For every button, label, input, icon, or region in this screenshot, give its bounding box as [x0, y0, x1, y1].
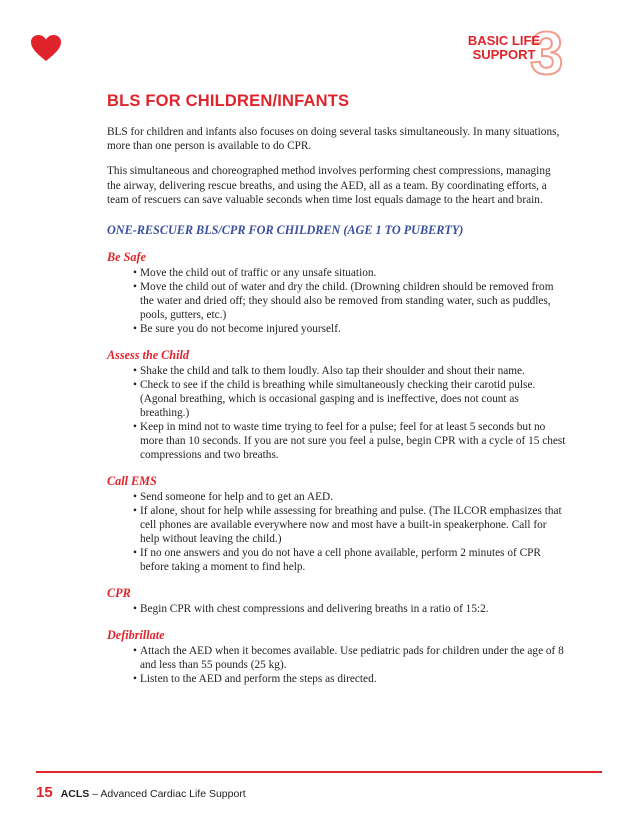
page-content	[107, 92, 567, 686]
heart-icon	[30, 34, 62, 62]
list-item-text: Check to see if the child is breathing while simultaneously checking their carotid pulse. (Agonal breathing, which is occasional gasping and is ineffective, does not count as breathing.)	[140, 379, 536, 420]
list-item-text: Listen to the AED and perform the steps as directed.	[140, 673, 377, 686]
intro-paragraph-1: BLS for children and infants also focuses on doing several tasks simultaneously. In many situations, more than one person is available to do CPR.	[107, 126, 560, 153]
list-item	[133, 490, 567, 504]
list-item-text: Shake the child and talk to them loudly. Also tap their shoulder and shout their name.	[140, 365, 525, 378]
bullet-icon: •	[133, 505, 137, 518]
section-subtitle: ONE-RESCUER BLS/CPR FOR CHILDREN (AGE 1 TO PUBERTY)	[107, 223, 464, 238]
bullet-icon: •	[133, 547, 137, 560]
list-item-text: Move the child out of traffic or any unsafe situation.	[140, 267, 377, 280]
list-item	[133, 644, 567, 672]
list-item	[133, 504, 567, 546]
bullet-icon: •	[133, 673, 137, 686]
page-title: BLS FOR CHILDREN/INFANTS	[107, 92, 350, 110]
footer-subtitle: Advanced Cardiac Life Support	[100, 788, 246, 800]
bullet-icon: •	[133, 379, 137, 392]
list-item	[133, 378, 567, 420]
chapter-number: 3	[530, 20, 564, 87]
bullet-icon: •	[133, 267, 137, 280]
list-item-text: Send someone for help and to get an AED.	[140, 491, 333, 504]
bullet-icon: •	[133, 365, 137, 378]
list-item-text: If alone, shout for help while assessing for breathing and pulse. (The ILCOR emphasizes that cell phones are available everywhere now and most have a built-in speakerphone. Call for help without leaving the child.)	[140, 505, 562, 546]
list-item	[133, 266, 567, 280]
list-item-text: Begin CPR with chest compressions and delivering breaths in a ratio of 15:2.	[140, 603, 489, 616]
list-item-text: Move the child out of water and dry the child. (Drowning children should be removed from the water and dried off; they should also be removed from standing water, such as puddles, pools, gutters, etc.)	[140, 281, 554, 322]
bullet-list	[133, 490, 567, 574]
list-item-text: If no one answers and you do not have a cell phone available, perform 2 minutes of CPR before taking a moment to find help.	[140, 547, 541, 574]
bullet-list	[133, 644, 567, 686]
chapter-label-line1: BASIC LIFE	[467, 33, 541, 48]
footer-divider	[36, 771, 602, 773]
footer-brand: ACLS	[60, 788, 90, 800]
list-item	[133, 672, 567, 686]
bullet-icon: •	[133, 491, 137, 504]
section-heading: Call EMS	[107, 474, 157, 489]
page-number: 15	[36, 784, 53, 801]
bullet-icon: •	[133, 603, 137, 616]
section-heading: Defibrillate	[107, 628, 165, 643]
sections-container	[107, 250, 567, 686]
list-item	[133, 322, 567, 336]
chapter-label-line2: SUPPORT	[472, 47, 536, 62]
list-item	[133, 420, 567, 462]
footer-separator: –	[89, 788, 101, 800]
list-item	[133, 280, 567, 322]
bullet-list	[133, 602, 567, 616]
bullet-icon: •	[133, 645, 137, 658]
list-item	[133, 602, 567, 616]
bullet-icon: •	[133, 421, 137, 434]
footer	[36, 784, 246, 801]
section-heading: CPR	[107, 586, 131, 601]
section-heading: Be Safe	[107, 250, 146, 265]
section-heading: Assess the Child	[107, 348, 189, 363]
chapter-tag	[440, 20, 570, 88]
list-item-text: Keep in mind not to waste time trying to feel for a pulse; feel for at least 5 seconds but no more than 10 seconds. If you are not sure you feel a pulse, begin CPR with a cycle of 15 chest compressions and two breaths.	[140, 421, 566, 462]
intro-paragraph-2: This simultaneous and choreographed method involves performing chest compressions, managing the airway, delivering rescue breaths, and using the AED, all as a team. By coordinating efforts, a team of rescuers can save valuable seconds when time lost equals damage to the heart and brain.	[107, 165, 551, 206]
list-item	[133, 364, 567, 378]
bullet-list	[133, 266, 567, 336]
bullet-list	[133, 364, 567, 462]
bullet-icon: •	[133, 323, 137, 336]
chapter-label	[448, 34, 560, 62]
list-item-text: Attach the AED when it becomes available. Use pediatric pads for children under the age of 8 and less than 55 pounds (25 kg).	[140, 645, 564, 672]
list-item-text: Be sure you do not become injured yourself.	[140, 323, 341, 336]
list-item	[133, 546, 567, 574]
bullet-icon: •	[133, 281, 137, 294]
